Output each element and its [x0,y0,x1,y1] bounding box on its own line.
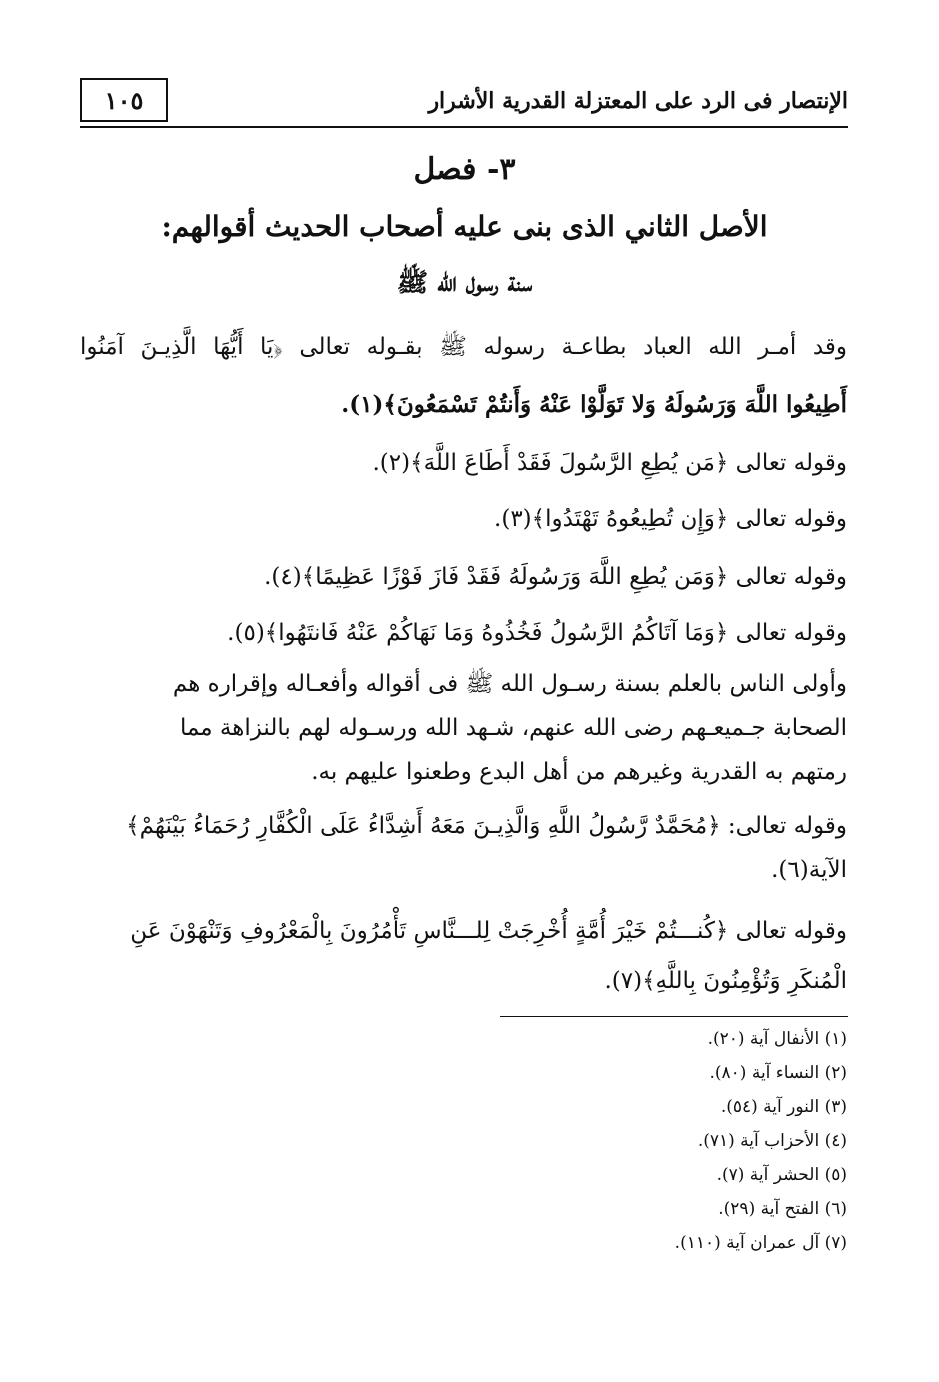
header-divider [80,126,848,128]
footnote: (٢) النساء آية (٨٠). [709,1063,847,1083]
page-header [80,78,848,128]
footnote-divider [500,1016,848,1017]
running-title: الإنتصار فى الرد على المعتزلة القدرية الأشرار [428,88,848,114]
text-line: وقوله تعالى: ﴿مُحَمَّدٌ رَّسُولُ اللَّهِ وَالَّذِيـنَ مَعَهُ أَشِدَّاءُ عَلَى الْكُفَّارِ رُحَمَاءُ بَيْنَهُمْ﴾ [126,813,847,839]
page-number: ١٠٥ [80,78,168,122]
paragraph [80,906,847,1006]
principle-heading: الأصل الثاني الذى بنى عليه أصحاب الحديث أقوالهم: [161,210,768,243]
text-line: وقوله تعالى ﴿وَمَن يُطِعِ اللَّهَ وَرَسُولَهُ فَقَدْ فَازَ فَوْزًا عَظِيمًا﴾(٤). [264,564,847,590]
footnotes [675,1022,847,1260]
text-line: وقوله تعالى ﴿كُنـــتُمْ خَيْرَ أُمَّةٍ أُخْرِجَتْ لِلـــنَّاسِ تَأْمُرُونَ بِالْمَعْرُوفِ وَتَنْهَوْنَ عَنِ [130,918,847,944]
text-line: أَطِيعُوا اللَّهَ وَرَسُولَهُ وَلا تَوَلَّوْا عَنْهُ وَأَنتُمْ تَسْمَعُونَ﴾(١). [341,391,847,418]
paragraph [80,490,847,548]
footnote: (٥) الحشر آية (٧). [716,1165,847,1185]
footnote: (٦) الفتح آية (٢٩). [718,1199,847,1219]
paragraph [80,434,847,492]
text-line: وقوله تعالى ﴿مَن يُطِعِ الرَّسُولَ فَقَدْ أَطَاعَ اللَّهَ﴾(٢). [372,450,847,476]
sunnah-heading: سنة رسول الله ﷺ [396,268,533,298]
text-line: وقوله تعالى ﴿وَإِن تُطِيعُوهُ تَهْتَدُوا﴾(٣). [494,506,847,532]
paragraph [80,548,847,606]
text-line: وقد أمـر الله العباد بطاعـة رسوله ﷺ بقـوله تعالى ﴿يَا أَيُّهَا الَّذِيـنَ آمَنُوا [80,334,847,360]
footnote: (٧) آل عمران آية (١١٠). [674,1233,847,1253]
text-line: وأولى الناس بالعلم بسنة رسـول الله ﷺ فى أقواله وأفعـاله وإقراره هم [172,671,847,697]
paragraph [80,318,847,434]
text-line: الْمُنكَرِ وَتُؤْمِنُونَ بِاللَّهِ﴾(٧). [604,968,847,994]
footnote: (٤) الأحزاب آية (٧١). [697,1131,847,1151]
text-line: رمتهم به القدرية وغيرهم من أهل البدع وطعنوا عليهم به. [311,759,847,785]
text-line: الآية(٦). [771,857,847,883]
paragraph [80,804,847,892]
paragraph [80,662,847,794]
section-title: ٣- فصل [413,152,516,187]
text-line: الصحابة جـميعـهم رضى الله عنهم، شـهد الله ورسـوله لهم بالنزاهة مما [179,715,847,741]
paragraph [80,604,847,662]
text-line: وقوله تعالى ﴿وَمَا آتَاكُمُ الرَّسُولُ فَخُذُوهُ وَمَا نَهَاكُمْ عَنْهُ فَانتَهُوا﴾(٥). [227,620,847,646]
footnote: (١) الأنفال آية (٢٠). [707,1029,847,1049]
footnote: (٣) النور آية (٥٤). [720,1097,847,1117]
